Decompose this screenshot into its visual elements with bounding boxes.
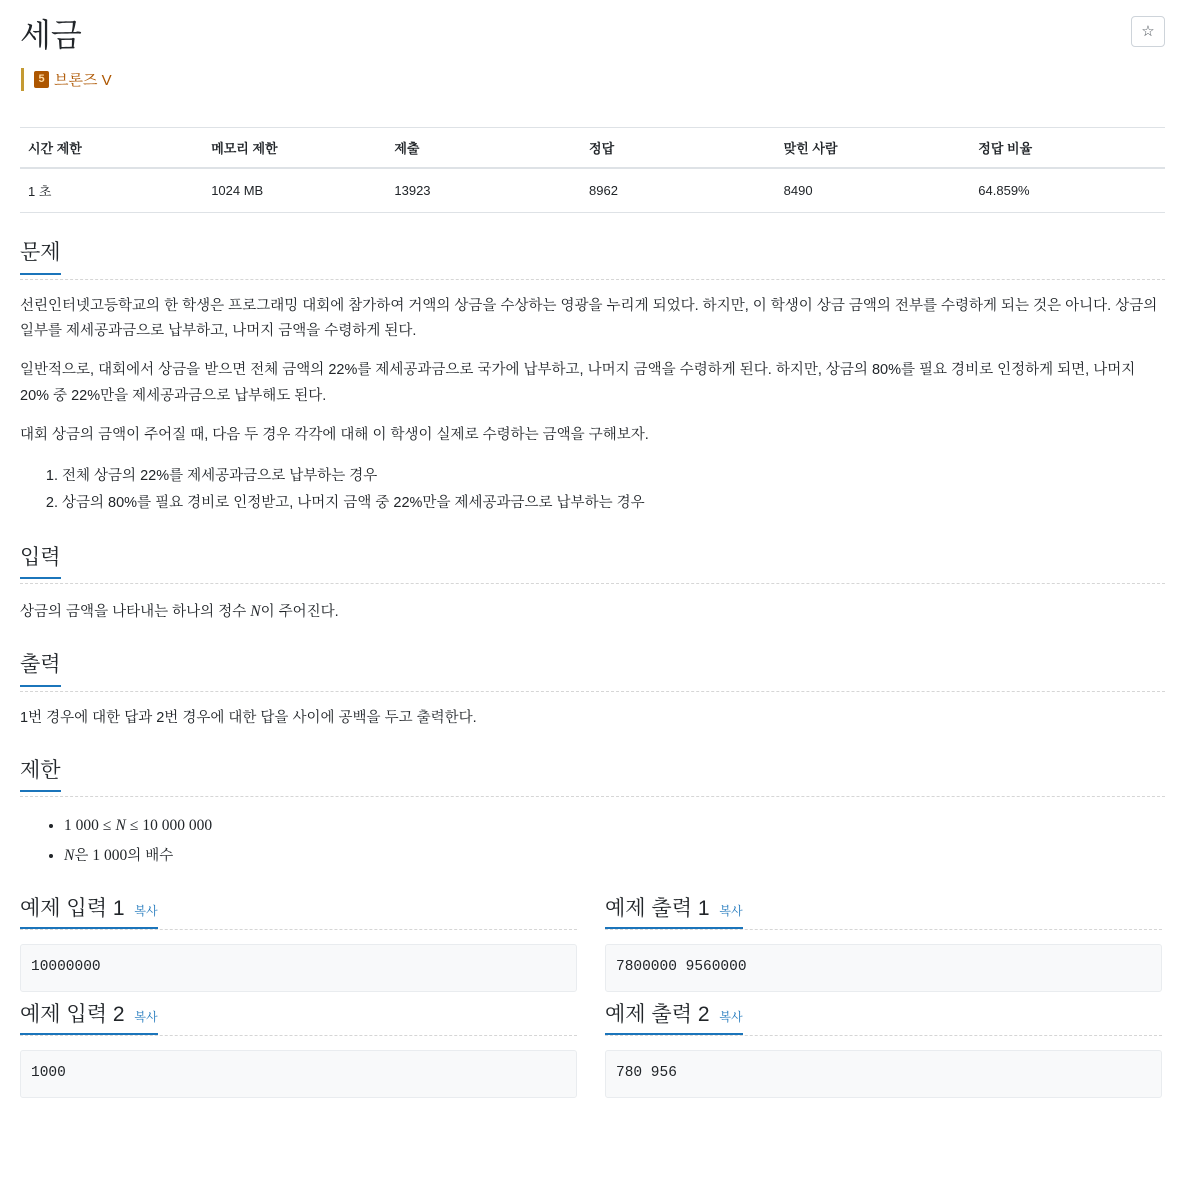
limit-variable: N	[64, 846, 75, 864]
tier-label: 브론즈 V	[54, 72, 112, 90]
limit-upper-bound: 10 000 000	[142, 817, 213, 835]
sample-divider	[605, 1035, 1162, 1036]
sample-title: 예제 출력 2	[605, 1003, 710, 1027]
section-problem	[20, 239, 1165, 517]
tier-badge-group[interactable]	[21, 68, 112, 91]
limit-multiple-value: 1 000	[92, 846, 128, 864]
problem-case-list	[20, 463, 1165, 518]
sample-heading	[20, 998, 158, 1035]
section-input	[20, 544, 1165, 626]
samples-grid	[20, 892, 1165, 1104]
section-title-problem: 문제	[20, 239, 61, 274]
header-solvers: 맞힌 사람	[776, 128, 971, 169]
copy-button[interactable]: 복사	[719, 904, 743, 919]
limit-operator: ≤	[129, 817, 139, 835]
section-output	[20, 651, 1165, 731]
section-title-input: 입력	[20, 544, 61, 579]
value-solvers: 8490	[776, 168, 971, 213]
limit-text: 은	[74, 847, 93, 864]
sample-data[interactable]: 10000000	[20, 944, 577, 992]
header-ratio: 정답 비율	[970, 128, 1165, 169]
section-limit	[20, 757, 1165, 870]
sample-data[interactable]: 7800000 9560000	[605, 944, 1162, 992]
tier-number-icon: 5	[34, 71, 49, 88]
output-description: 1번 경우에 대한 답과 2번 경우에 대한 답을 사이에 공백을 두고 출력한다.	[20, 709, 477, 726]
header-correct: 정답	[581, 128, 776, 169]
sample-heading	[20, 892, 158, 929]
sample-heading	[605, 892, 743, 929]
sample-divider	[20, 1035, 577, 1036]
limit-text-suffix: 의 배수	[127, 847, 174, 864]
input-text-after: 이 주어진다.	[260, 603, 339, 620]
star-icon[interactable]: ☆	[1131, 16, 1165, 47]
sample-title: 예제 출력 1	[605, 897, 710, 921]
problem-paragraph-3: 대회 상금의 금액이 주어질 때, 다음 두 경우 각각에 대해 이 학생이 실제로 수령하는 금액을 구해보자.	[20, 427, 649, 444]
problem-paragraph-1: 선린인터넷고등학교의 한 학생은 프로그래밍 대회에 참가하여 거액의 상금을 수상하는 영광을 누리게 되었다. 하지만, 이 학생이 상금 금액의 전부를 수령하게 되는 것은 아니다. 상금의 일부를 제세공과금으로 납부하고, 나머지 금액을 수령하게 된다.	[20, 297, 1158, 340]
sample-output-1	[605, 892, 1162, 998]
list-item: 2. 상금의 80%를 필요 경비로 인정받고, 나머지 금액 중 22%만을 제세공과금으로 납부하는 경우	[62, 490, 1165, 518]
limit-operator: ≤	[102, 817, 112, 835]
section-title-limit: 제한	[20, 757, 61, 792]
problem-header	[20, 14, 1165, 91]
value-time-limit: 1 초	[20, 168, 203, 213]
list-item	[64, 841, 1165, 871]
input-text-before: 상금의 금액을 나타내는 하나의 정수	[20, 603, 251, 620]
list-item: 1. 전체 상금의 22%를 제세공과금으로 납부하는 경우	[62, 463, 1165, 491]
problem-paragraph-2: 일반적으로, 대회에서 상금을 받으면 전체 금액의 22%를 제세공과금으로 국가에 납부하고, 나머지 금액을 수령하게 된다. 하지만, 상금의 80%를 필요 경비로 인정하게 되면, 나머지 20% 중 22%만을 제세공과금으로 납부해도 된다.	[20, 362, 1136, 404]
sample-data[interactable]: 1000	[20, 1050, 577, 1098]
table-header-row	[20, 128, 1165, 169]
copy-button[interactable]: 복사	[134, 1010, 158, 1025]
header-memory-limit: 메모리 제한	[203, 128, 386, 169]
value-memory-limit: 1024 MB	[203, 168, 386, 213]
limit-lower-bound: 1 000	[64, 817, 99, 835]
section-divider	[20, 691, 1165, 692]
copy-button[interactable]: 복사	[134, 904, 158, 919]
title-block	[20, 14, 112, 91]
header-time-limit: 시간 제한	[20, 128, 203, 169]
page-title: 세금	[20, 17, 82, 53]
sample-input-1	[20, 892, 577, 998]
problem-info-table	[20, 127, 1165, 213]
sample-input-2	[20, 998, 577, 1104]
section-divider	[20, 796, 1165, 797]
section-divider	[20, 279, 1165, 280]
section-title-output: 출력	[20, 651, 61, 686]
sample-divider	[20, 929, 577, 930]
sample-title: 예제 입력 2	[20, 1003, 125, 1027]
list-item	[64, 811, 1165, 841]
sample-divider	[605, 929, 1162, 930]
table-row	[20, 168, 1165, 213]
limit-list	[20, 811, 1165, 870]
sample-data[interactable]: 780 956	[605, 1050, 1162, 1098]
input-description	[20, 598, 1165, 625]
value-submissions: 13923	[386, 168, 581, 213]
sample-title: 예제 입력 1	[20, 897, 125, 921]
header-submissions: 제출	[386, 128, 581, 169]
sample-heading	[605, 998, 743, 1035]
section-divider	[20, 583, 1165, 584]
sample-output-2	[605, 998, 1162, 1104]
copy-button[interactable]: 복사	[719, 1010, 743, 1025]
value-correct: 8962	[581, 168, 776, 213]
value-ratio: 64.859%	[970, 168, 1165, 213]
input-variable: N	[250, 602, 261, 620]
limit-variable: N	[115, 817, 126, 835]
